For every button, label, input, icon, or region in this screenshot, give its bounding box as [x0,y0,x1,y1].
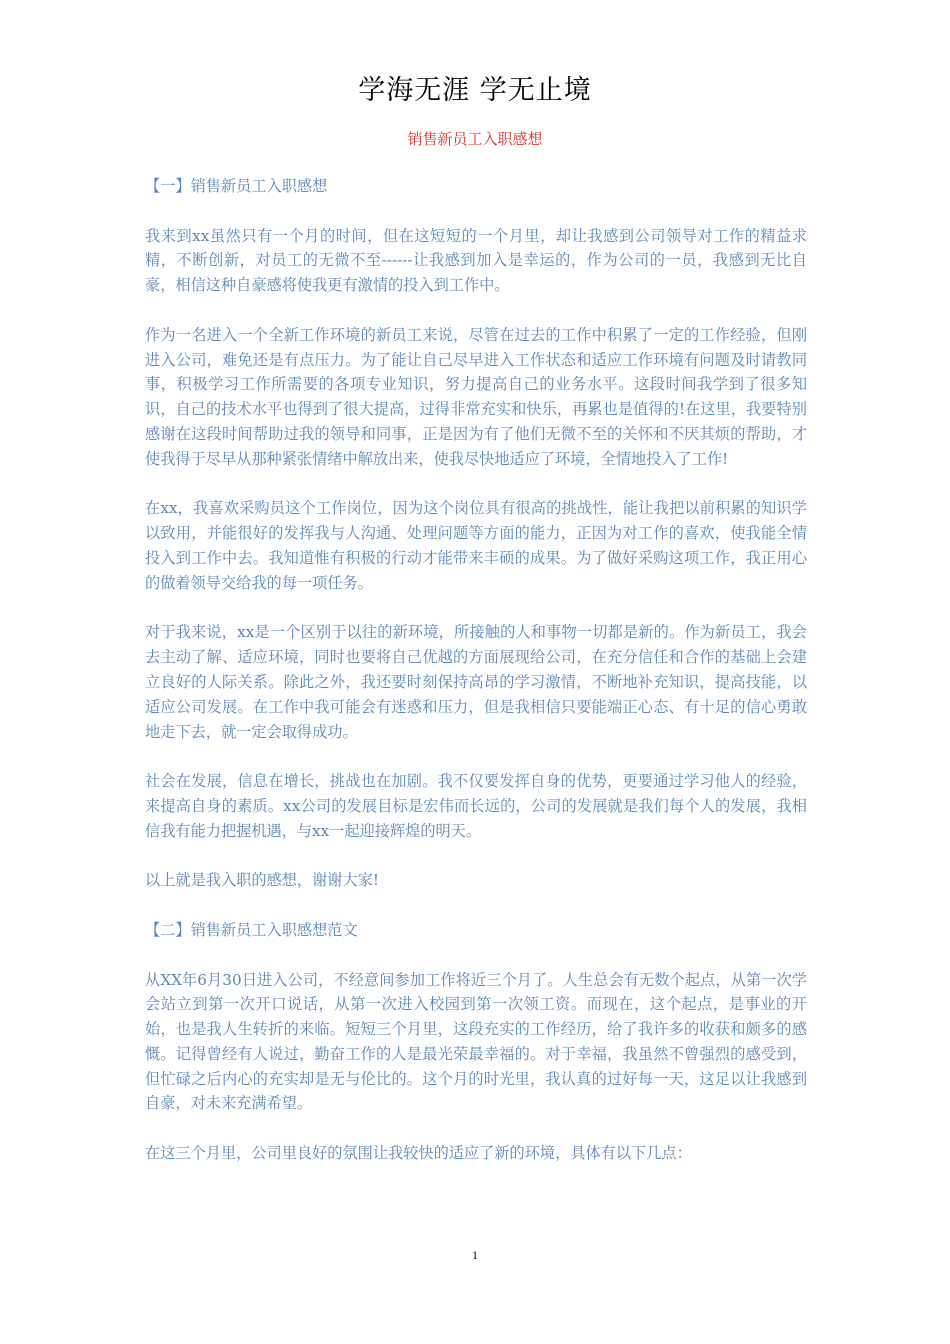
paragraph: 对于我来说，xx是一个区别于以往的新环境，所接触的人和事物一切都是新的。作为新员工，我会去主动了解、适应环境，同时也要将自己优越的方面展现给公司，在充分信任和合作的基础上会建立良好的人际关系。除此之外，我还要时刻保持高昂的学习激情，不断地补充知识，提高技能，以适应公司发展。在工作中我可能会有迷惑和压力，但是我相信只要能端正心态、有十足的信心勇敢地走下去，就一定会取得成功。 [145,623,807,741]
document-body [145,174,807,1191]
paragraph: 以上就是我入职的感想，谢谢大家! [145,871,379,890]
paragraph: 作为一名进入一个全新工作环境的新员工来说，尽管在过去的工作中积累了一定的工作经验，但刚进入公司，难免还是有点压力。为了能让自己尽早进入工作状态和适应工作环境有问题及时请教同事，积极学习工作所需要的各项专业知识，努力提高自己的业务水平。这段时间我学到了很多知识，自己的技术水平也得到了很大提高，过得非常充实和快乐，再累也是值得的!在这里，我要特别感谢在这段时间帮助过我的领导和同事，正是因为有了他们无微不至的关怀和不厌其烦的帮助，才使我得于尽早从那种紧张情绪中解放出来，使我尽快地适应了环境，全情地投入了工作! [145,325,807,468]
paragraph: 我来到xx虽然只有一个月的时间，但在这短短的一个月里，却让我感到公司领导对工作的精益求精，不断创新，对员工的无微不至------让我感到加入是幸运的，作为公司的一员，我感到无比自豪，相信这种自豪感将使我更有激情的投入到工作中。 [145,226,807,295]
paragraph: 社会在发展，信息在增长，挑战也在加剧。我不仅要发挥自身的优势，更要通过学习他人的经验，来提高自身的素质。xx公司的发展目标是宏伟而长远的，公司的发展就是我们每个人的发展，我相信我有能力把握机遇，与xx一起迎接辉煌的明天。 [145,772,807,840]
page-number: 1 [472,1248,478,1262]
document-title: 销售新员工入职感想 [407,130,543,148]
paragraph: 在xx，我喜欢采购员这个工作岗位，因为这个岗位具有很高的挑战性，能让我把以前积累的知识学以致用，并能很好的发挥我与人沟通、处理问题等方面的能力，正因为对工作的喜欢，使我能全情投入到工作中去。我知道惟有积极的行动才能带来丰硕的成果。为了做好采购这项工作，我正用心的做着领导交给我的每一项任务。 [145,499,807,592]
paragraph: 在这三个月里，公司里良好的氛围让我较快的适应了新的环境，具体有以下几点： [145,1144,692,1163]
header-title: 学海无涯 学无止境 [358,75,592,106]
section-heading-2: 【二】销售新员工入职感想范文 [145,920,358,939]
section-heading-1: 【一】销售新员工入职感想 [145,177,328,195]
paragraph: 从XX年6月30日进入公司，不经意间参加工作将近三个月了。人生总会有无数个起点，从第一次学会站立到第一次开口说话，从第一次进入校园到第一次领工资。而现在，这个起点，是事业的开始，也是我人生转折的来临。短短三个月里，这段充实的工作经历，给了我许多的收获和颇多的感慨。记得曾经有人说过，勤奋工作的人是最光荣最幸福的。对于幸福，我虽然不曾强烈的感受到，但忙碌之后内心的充实却是无与伦比的。这个月的时光里，我认真的过好每一天，这足以让我感到自豪，对未来充满希望。 [145,970,807,1113]
